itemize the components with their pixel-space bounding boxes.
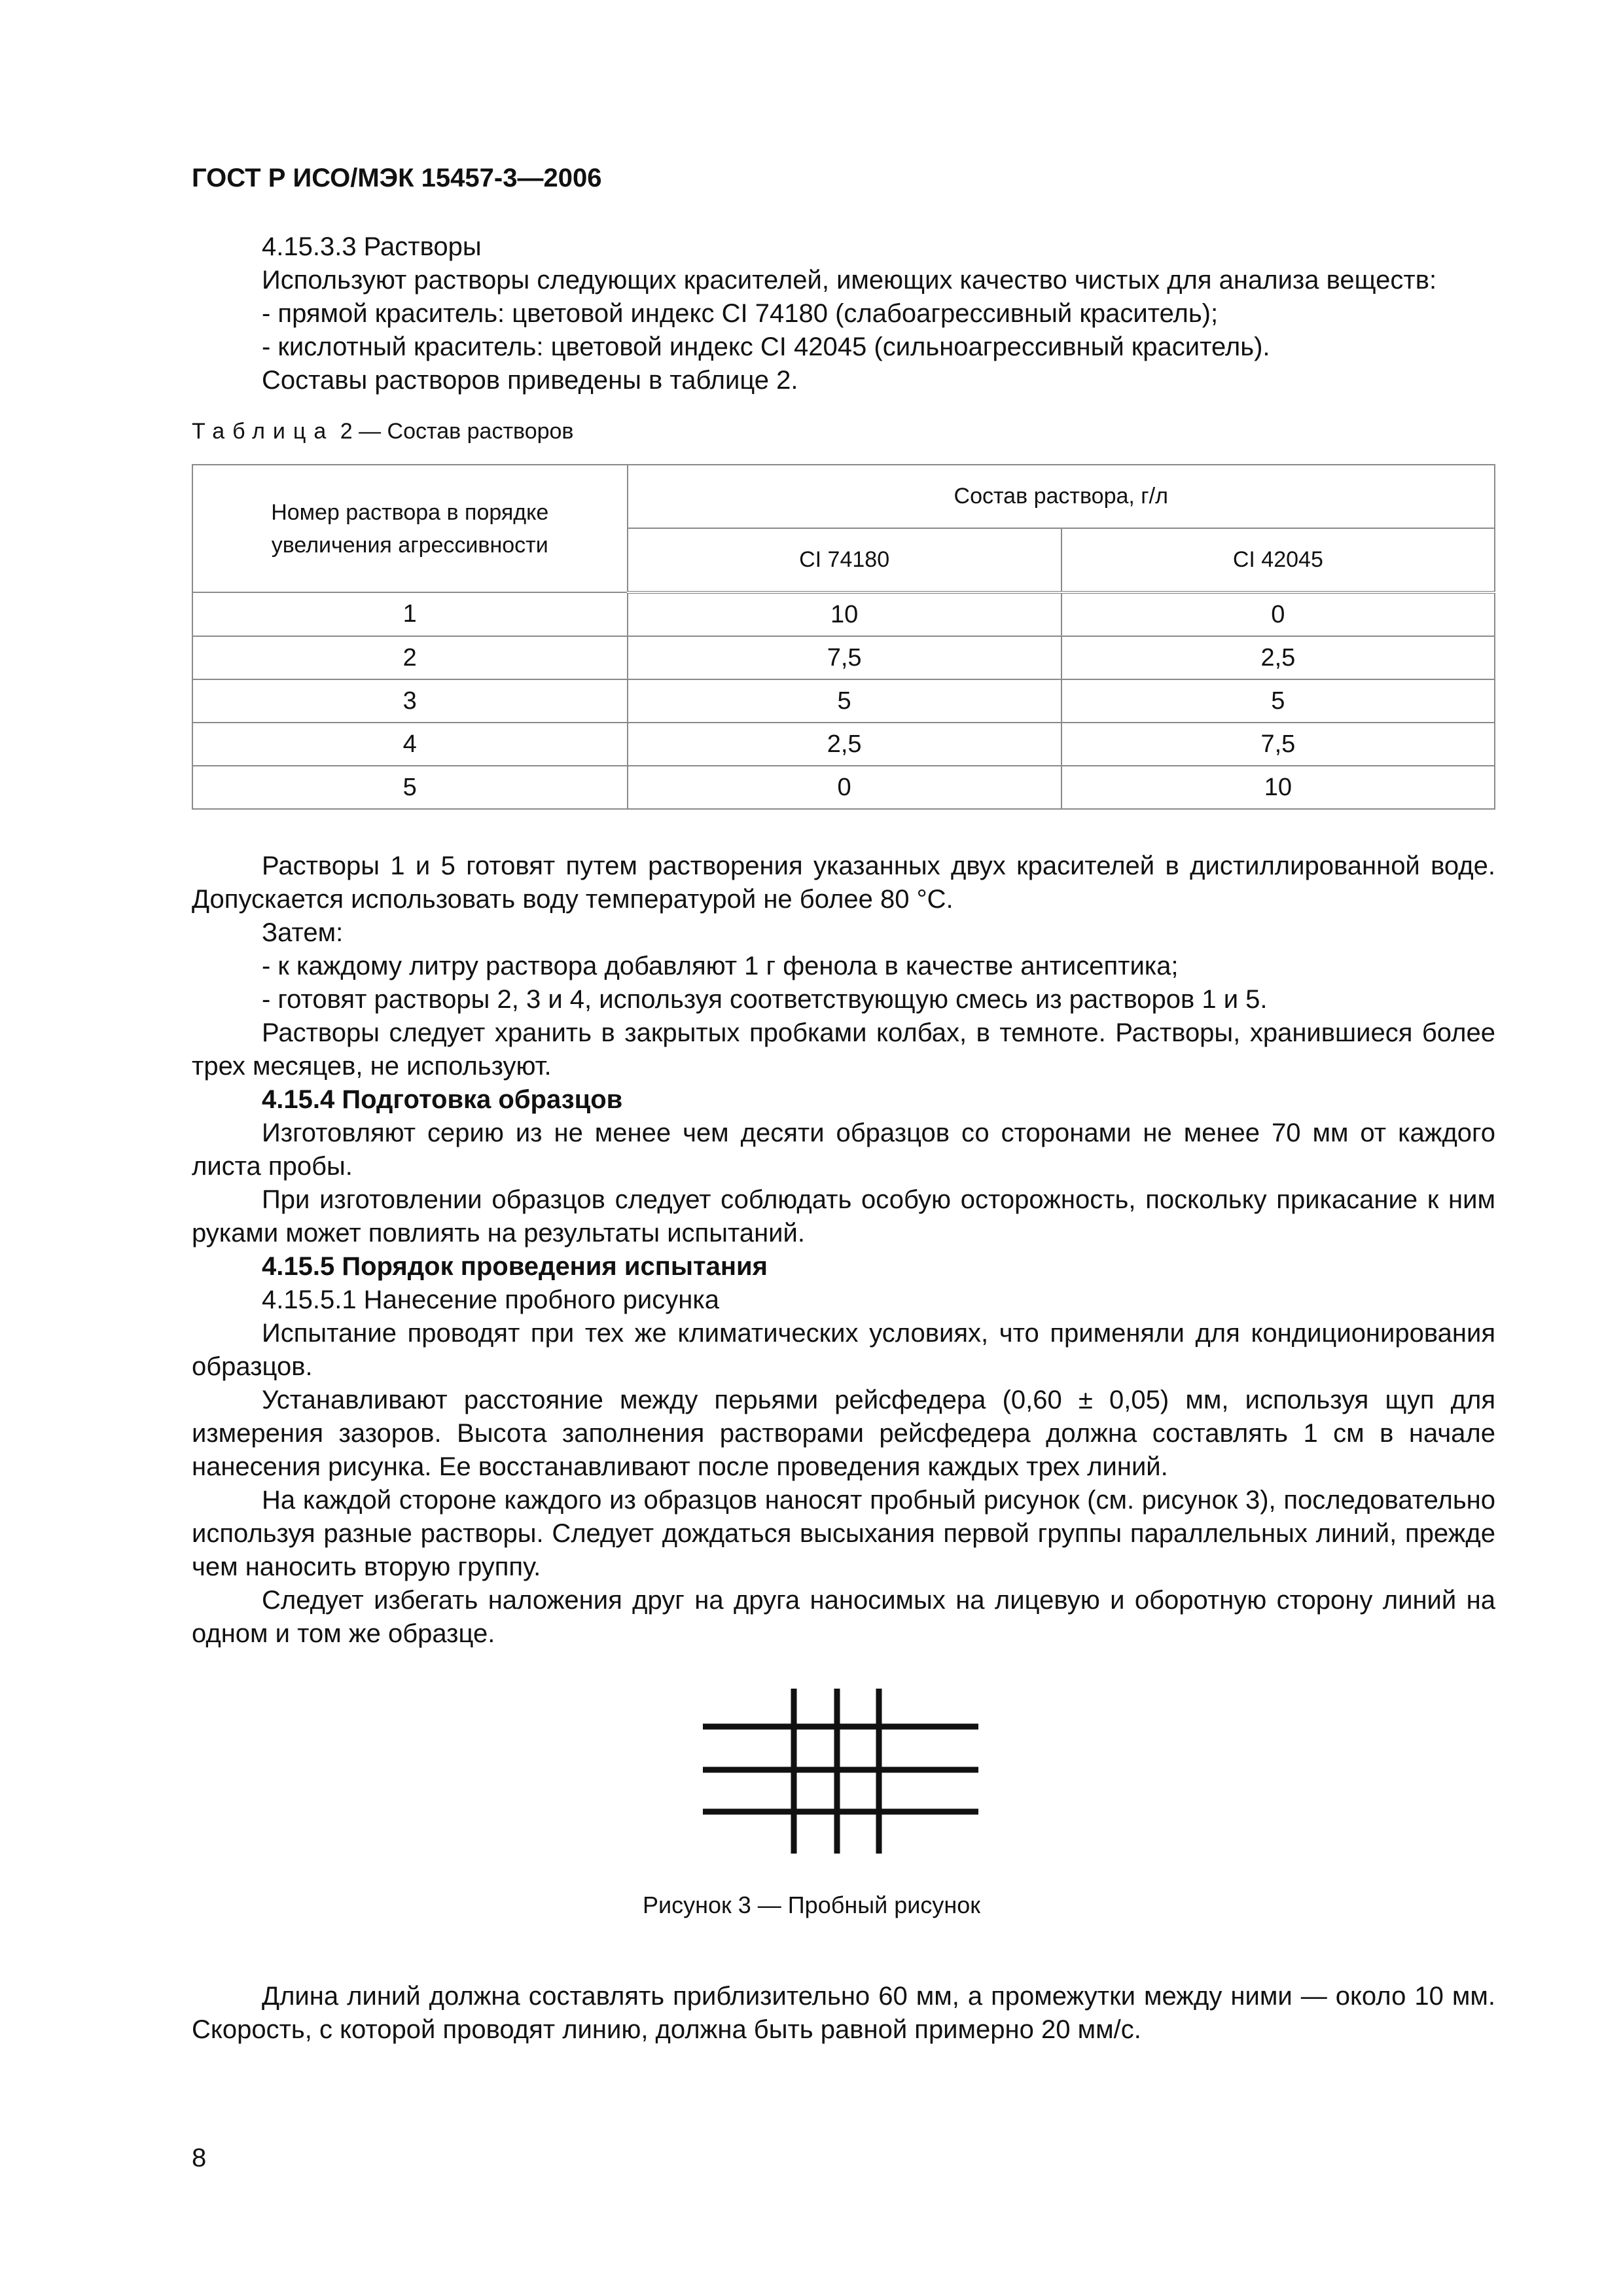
- paragraph: Длина линий должна составлять приблизительно 60 мм, а промежутки между ними — около 10 мм. Скорость, с которой проводят линию, должна быть равной примерно 20 мм/с.: [192, 1982, 1495, 2044]
- table-row: [192, 592, 1495, 636]
- section-heading: 4.15.4 Подготовка образцов: [262, 1085, 623, 1114]
- list-item: - прямой краситель: цветовой индекс CI 74180 (слабоагрессивный краситель);: [262, 299, 1219, 328]
- paragraph: Растворы следует хранить в закрытых пробками колбах, в темноте. Растворы, хранившиеся более трех месяцев, не используют.: [192, 1018, 1495, 1081]
- paragraph: При изготовлении образцов следует соблюдать особую осторожность, поскольку прикасание к ним руками может повлиять на результаты испытаний.: [192, 1185, 1495, 1247]
- table-cell: 0: [628, 766, 1061, 809]
- table-caption: [192, 419, 574, 444]
- paragraph: Испытание проводят при тех же климатических условиях, что применяли для кондиционирования образцов.: [192, 1319, 1495, 1381]
- section-heading: 4.15.5 Порядок проведения испытания: [262, 1252, 768, 1281]
- body-text: [192, 850, 1495, 1651]
- paragraph: Следует избегать наложения друг на друга наносимых на лицевую и оборотную сторону линий на одном и том же образце.: [192, 1586, 1495, 1648]
- table-caption-prefix: Таблица: [192, 419, 334, 444]
- table-row: [192, 723, 1495, 766]
- list-item: - готовят растворы 2, 3 и 4, используя соответствующую смесь из растворов 1 и 5.: [262, 985, 1268, 1014]
- table-cell: 7,5: [1061, 723, 1495, 766]
- table-cell: 5: [628, 679, 1061, 723]
- table-cell: 2,5: [1061, 636, 1495, 679]
- paragraph: Изготовляют серию из не менее чем десяти образцов со сторонами не менее 70 мм от каждого листа пробы.: [192, 1119, 1495, 1181]
- table-row: [192, 636, 1495, 679]
- paragraph: Растворы 1 и 5 готовят путем растворения указанных двух красителей в дистиллированной воде. Допускается использовать воду температурой не более 80 °С.: [192, 852, 1495, 914]
- closing-text: [192, 1980, 1495, 2047]
- paragraph: Составы растворов приведены в таблице 2.: [262, 366, 798, 395]
- list-item: - кислотный краситель: цветовой индекс CI 42045 (сильноагрессивный краситель).: [262, 332, 1270, 361]
- table-row: [192, 679, 1495, 723]
- table-cell: 5: [192, 766, 628, 809]
- table-header-cell: Состав раствора, г/л: [628, 465, 1495, 528]
- table-header-row: [192, 465, 1495, 528]
- table-cell: 0: [1061, 592, 1495, 636]
- section-4-15-3-3: [192, 230, 1495, 397]
- table-cell: 1: [192, 592, 628, 636]
- page-number: 8: [192, 2144, 207, 2172]
- table-cell: 10: [1061, 766, 1495, 809]
- section-title: 4.15.3.3 Растворы: [262, 232, 482, 261]
- table-header-cell: Номер раствора в порядке увеличения агрессивности: [192, 465, 628, 592]
- table-cell: 2,5: [628, 723, 1061, 766]
- list-item: - к каждому литру раствора добавляют 1 г фенола в качестве антисептика;: [262, 952, 1179, 980]
- table-cell: 3: [192, 679, 628, 723]
- subsection-heading: 4.15.5.1 Нанесение пробного рисунка: [262, 1285, 719, 1314]
- table-header-cell: CI 74180: [628, 528, 1061, 592]
- paragraph: Затем:: [262, 918, 344, 947]
- document-header: ГОСТ Р ИСО/МЭК 15457-3—2006: [192, 164, 602, 192]
- paragraph: На каждой стороне каждого из образцов наносят пробный рисунок (см. рисунок 3), последовательно используя разные растворы. Следует дождаться высыхания первой группы параллельных линий, прежде чем наносить вторую группу.: [192, 1486, 1495, 1581]
- solutions-table: [192, 464, 1495, 810]
- table-cell: 5: [1061, 679, 1495, 723]
- table-header-cell: CI 42045: [1061, 528, 1495, 592]
- table-caption-title: 2 — Состав растворов: [334, 419, 574, 444]
- table-cell: 10: [628, 592, 1061, 636]
- table-cell: 2: [192, 636, 628, 679]
- table-row: [192, 766, 1495, 809]
- paragraph: Используют растворы следующих красителей, имеющих качество чистых для анализа веществ:: [262, 266, 1437, 295]
- paragraph: Устанавливают расстояние между перьями рейсфедера (0,60 ± 0,05) мм, используя щуп для измерения зазоров. Высота заполнения растворами рейсфедера должна составлять 1 см в начале нанесения рисунка. Ее восстанавливают после проведения каждых трех линий.: [192, 1386, 1495, 1481]
- table-cell: 7,5: [628, 636, 1061, 679]
- figure-caption: Рисунок 3 — Пробный рисунок: [643, 1892, 980, 1918]
- test-pattern-figure: [700, 1689, 988, 1859]
- table-cell: 4: [192, 723, 628, 766]
